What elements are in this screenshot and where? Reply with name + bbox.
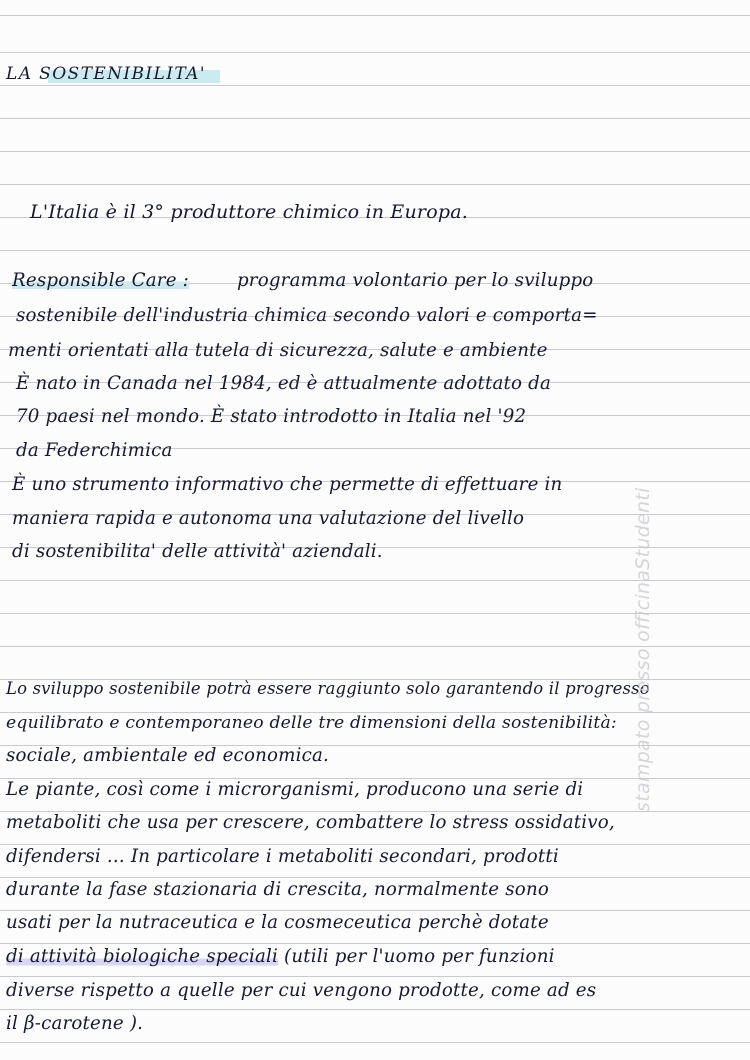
paragraph2-closing-line-1: il β-carotene ). (6, 1013, 144, 1034)
paragraph2-line-5: difendersi ... In particolare i metaboliti secondari, prodotti (6, 846, 559, 867)
paragraph1-line-6: È uno strumento informativo che permette di effettuare in (12, 474, 563, 495)
paragraph2-line-8-rest: (utili per l'uomo per funzioni (278, 946, 555, 967)
paragraph1-line-0 (12, 270, 593, 291)
paragraph1-line-4: 70 paesi nel mondo. È stato introdotto in Italia nel '92 (16, 406, 527, 427)
watermark-text: stampato presso officinaStudenti (632, 487, 654, 812)
responsible-care-term: Responsible Care : (12, 270, 189, 291)
paragraph1-line-0-text: programma volontario per lo sviluppo (236, 270, 594, 291)
paragraph1-line-7: maniera rapida e autonoma una valutazione del livello (12, 508, 525, 529)
paragraph1-line-1: sostenibile dell'industria chimica secondo valori e comporta= (16, 305, 598, 326)
paragraph2-line-1: equilibrato e contemporaneo delle tre dimensioni della sostenibilità: (6, 713, 617, 733)
paragraph2-line-4: metaboliti che usa per crescere, combattere lo stress ossidativo, (6, 812, 615, 833)
paragraph2-line-8 (6, 946, 555, 967)
paragraph2-line-3: Le piante, così come i microrganismi, producono una serie di (6, 779, 584, 800)
paragraph1-line-2: menti orientati alla tutela di sicurezza, salute e ambiente (8, 340, 548, 361)
paragraph2-closing-line-0: diverse rispetto a quelle per cui vengono prodotte, come ad es (6, 980, 597, 1001)
paragraph2-line-7: usati per la nutraceutica e la cosmeceutica perchè dotate (6, 912, 549, 933)
paragraph1-line-3: È nato in Canada nel 1984, ed è attualmente adottato da (16, 373, 552, 394)
paragraph1-line-8: di sostenibilita' delle attività' aziendali. (12, 541, 383, 562)
paragraph2-line-2: sociale, ambientale ed economica. (6, 745, 330, 766)
page-title: LA SOSTENIBILITA' (6, 64, 206, 84)
paragraph2-line-6: durante la fase stazionaria di crescita, normalmente sono (6, 879, 550, 900)
intro-line: L'Italia è il 3° produttore chimico in Europa. (30, 201, 468, 223)
biological-activity-highlight: di attività biologiche speciali (6, 946, 279, 967)
paragraph2-line-0: Lo sviluppo sostenibile potrà essere raggiunto solo garantendo il progresso (6, 679, 650, 698)
paragraph1-line-5: da Federchimica (16, 440, 173, 461)
